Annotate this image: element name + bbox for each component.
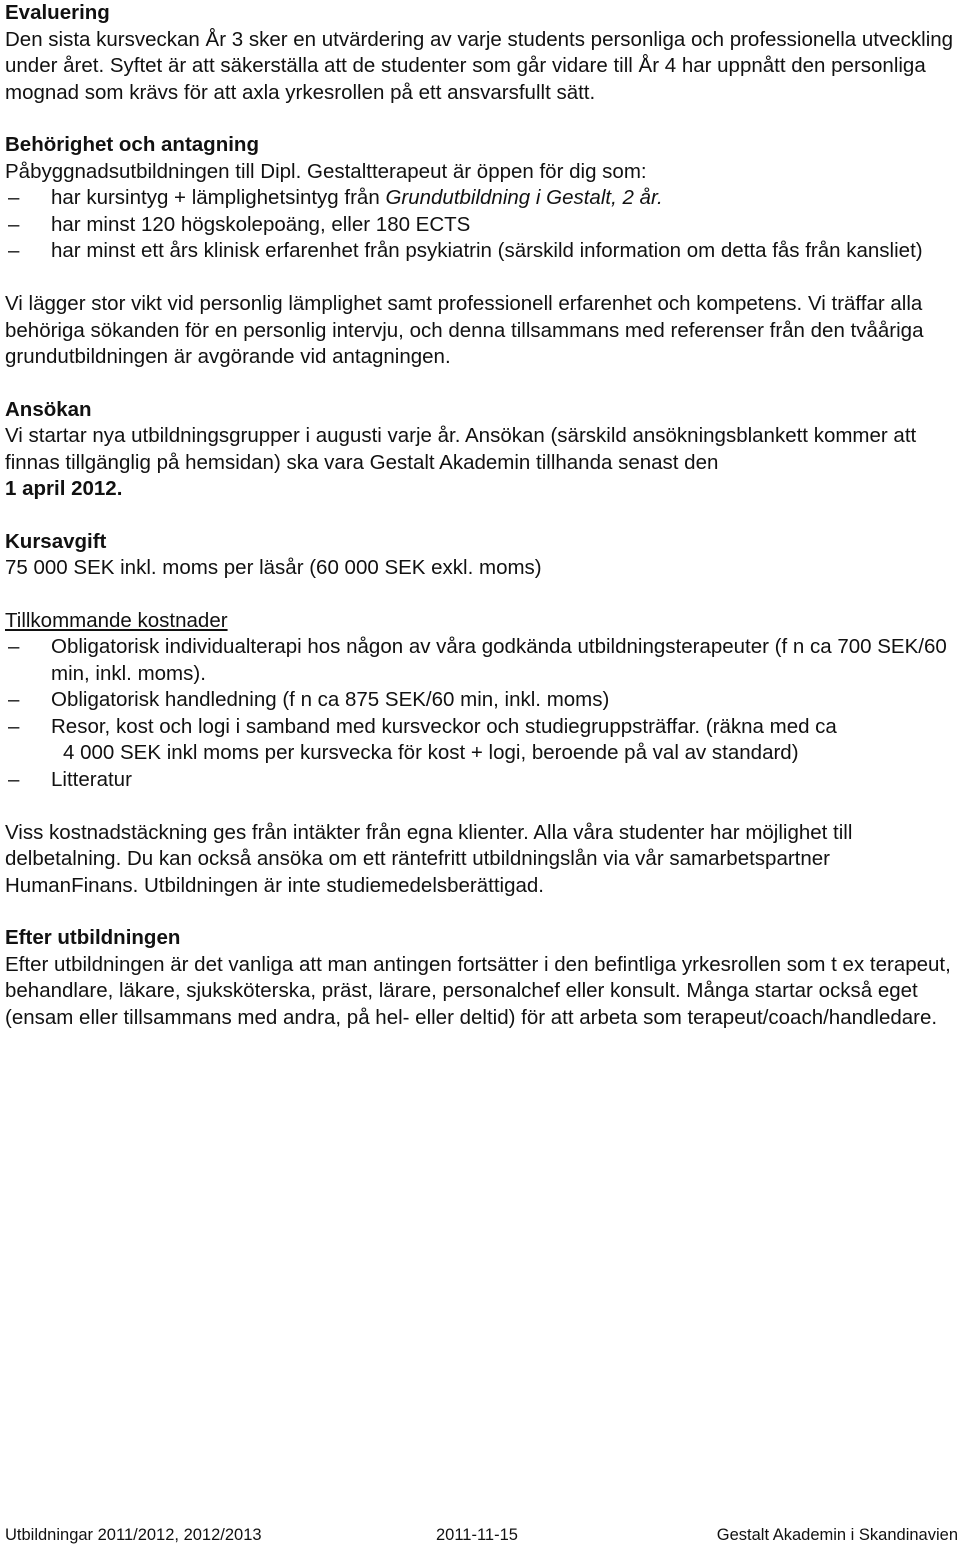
ansokan-deadline: 1 april 2012. [5,477,123,500]
list-item [5,714,955,767]
ansokan-body: Vi startar nya utbildningsgrupper i augusti varje år. Ansökan (särskild ansökningsblankett kommer att finnas tillgänglig på hemsidan) ska vara Gestalt Akademin tillhanda senast den [5,424,917,474]
tillkommande-closing: Viss kostnadstäckning ges från intäkter från egna klienter. Alla våra studenter har möjlighet till delbetalning. Du kan också ansöka om ett räntefritt utbildningslån via vår samarbetspartner HumanFinans. Utbildningen är inte studiemedelsberättigad. [5,820,853,897]
section-heading-behorighet: Behörighet och antagning [5,133,259,156]
section-heading-efter: Efter utbildningen [5,926,181,949]
footer-date: 2011-11-15 [436,1526,518,1544]
footer-left: Utbildningar 2011/2012, 2012/2013 [5,1526,262,1544]
dash-bullet: – [8,714,20,738]
list-item [5,767,955,794]
list-item-text: Obligatorisk individualterapi hos någon av våra godkända utbildningsterapeuter (f n ca 700 SEK/60 min, inkl. moms). [51,635,947,685]
list-item-italic: Grundutbildning i Gestalt, 2 år. [385,186,663,209]
dash-bullet: – [8,635,20,658]
kursavgift-text: 75 000 SEK inkl. moms per läsår (60 000 SEK exkl. moms) [5,556,542,579]
dash-bullet: – [8,688,20,711]
list-item-text: Obligatorisk handledning (f n ca 875 SEK/60 min, inkl. moms) [51,688,610,711]
behorighet-list [5,185,955,265]
list-item [5,634,955,687]
dash-bullet: – [8,239,20,262]
list-item [5,687,955,714]
list-item-text: Resor, kost och logi i samband med kursveckor och studiegruppsträffar. (räkna med ca [51,714,837,738]
list-item-text: har minst ett års klinisk erfarenhet från psykiatrin (särskild information om detta fås från kansliet) [51,239,923,262]
evaluering-text: Den sista kursveckan År 3 sker en utvärdering av varje students personliga och professionella utveckling under året. Syftet är att säkerställa att de studenter som går vidare till År 4 har uppnått den personliga mognad som krävs för att axla yrkesrollen på ett ansvarsfullt sätt. [5,27,954,104]
dash-bullet: – [8,212,20,236]
ansokan-text [5,423,955,503]
behorighet-intro: Påbyggnadsutbildningen till Dipl. Gestaltterapeut är öppen för dig som: [5,159,647,183]
dash-bullet: – [8,186,20,209]
list-item [5,212,955,239]
document-page [5,0,955,1031]
list-item-text: Litteratur [51,767,132,791]
list-item-text: har kursintyg + lämplighetsintyg från [51,186,386,209]
subheading-tillkommande: Tillkommande kostnader [5,608,228,632]
list-item-text: har minst 120 högskolepoäng, eller 180 ECTS [51,212,471,236]
section-heading-ansokan: Ansökan [5,397,92,421]
section-heading-evaluering: Evaluering [5,1,110,24]
dash-bullet: – [8,767,20,791]
tillkommande-list [5,634,955,793]
section-heading-kursavgift: Kursavgift [5,529,107,553]
behorighet-closing: Vi lägger stor vikt vid personlig lämplighet samt professionell erfarenhet och kompetens. Vi träffar alla behöriga sökanden för en personlig intervju, och denna tillsammans med referenser från den tvååriga grundutbildningen är avgörande vid antagningen. [5,292,924,368]
list-item [5,185,955,212]
list-item [5,238,955,265]
efter-text: Efter utbildningen är det vanliga att man antingen fortsätter i den befintliga yrkesrollen som t ex terapeut, behandlare, läkare, sjuksköterska, präst, lärare, personalchef eller konsult. Många startar också eget (ensam eller tillsammans med andra, på hel- eller deltid) för att arbeta som terapeut/coach/handledare. [5,952,951,1029]
footer-right: Gestalt Akademin i Skandinavien [716,1526,958,1544]
list-item-continuation: 4 000 SEK inkl moms per kursvecka för kost + logi, beroende på val av standard) [63,741,799,764]
